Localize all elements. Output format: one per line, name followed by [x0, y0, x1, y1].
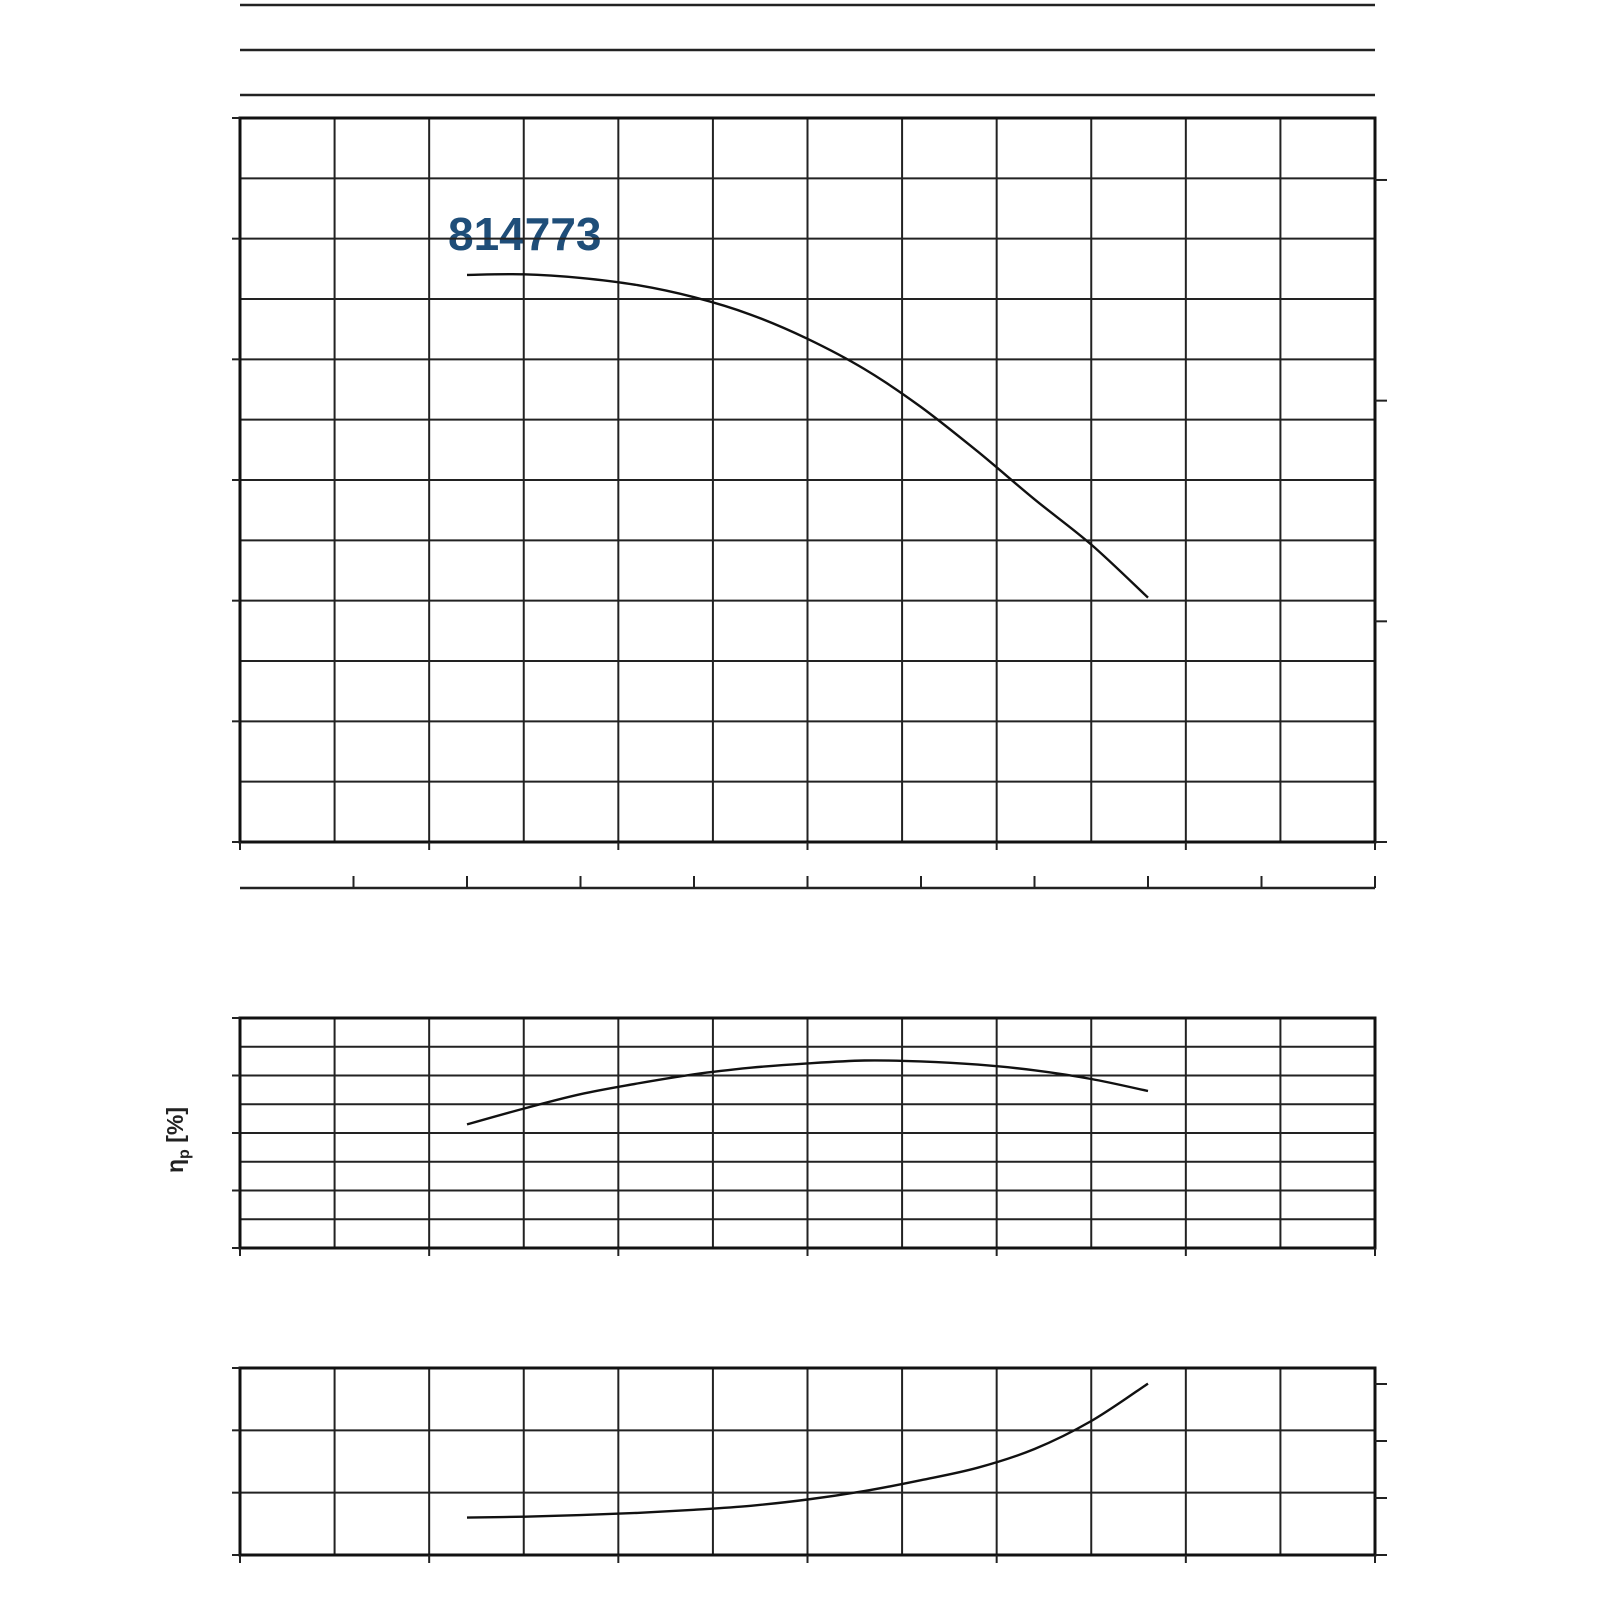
efficiency-y-axis-label: $\eta_p$ [%]	[162, 1106, 193, 1174]
grid-layer	[240, 118, 1375, 1555]
chart-title: 814773	[448, 208, 602, 260]
